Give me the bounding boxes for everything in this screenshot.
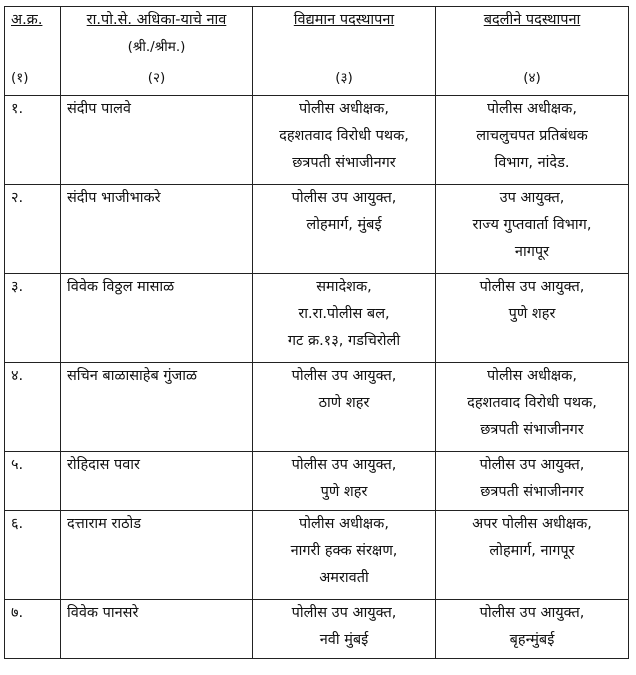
current-posting-line: दहशतवाद विरोधी पथक, <box>279 128 409 144</box>
table-row <box>5 185 629 274</box>
officer-name-cell: संदीप पालवे <box>61 96 253 185</box>
transfer-posting-line: छत्रपती संभाजीनगर <box>480 422 584 438</box>
header-officer-name <box>61 7 253 96</box>
current-posting-cell <box>253 600 436 659</box>
serial-cell: ३. <box>5 274 61 363</box>
current-posting-line: पुणे शहर <box>320 484 368 500</box>
current-posting-cell <box>253 96 436 185</box>
serial-cell: १. <box>5 96 61 185</box>
header-serial <box>5 7 61 96</box>
transfer-posting-cell <box>436 274 629 363</box>
officer-transfer-table <box>4 6 629 659</box>
officer-name-cell: रोहिदास पवार <box>61 452 253 511</box>
header-transfer-posting-number: (४) <box>523 70 541 86</box>
current-posting-line: पोलीस अधीक्षक, <box>299 516 389 532</box>
officer-name-cell: सचिन बाळासाहेब गुंजाळ <box>61 363 253 452</box>
transfer-posting-line: पोलीस उप आयुक्त, <box>479 279 585 295</box>
current-posting-cell <box>253 274 436 363</box>
current-posting-line: पोलीस उप आयुक्त, <box>291 368 397 384</box>
current-posting-line: गट क्र.१३, गडचिरोली <box>287 333 401 349</box>
serial-cell: ७. <box>5 600 61 659</box>
transfer-posting-line: अपर पोलीस अधीक्षक, <box>472 516 592 532</box>
current-posting-line: अमरावती <box>319 570 369 586</box>
serial-cell: ५. <box>5 452 61 511</box>
table-row <box>5 600 629 659</box>
transfer-posting-cell <box>436 185 629 274</box>
table-row <box>5 96 629 185</box>
header-serial-label: अ.क्र. <box>11 12 43 28</box>
current-posting-line: पोलीस अधीक्षक, <box>299 101 389 117</box>
transfer-posting-line: पोलीस उप आयुक्त, <box>479 457 585 473</box>
header-row <box>5 7 629 96</box>
transfer-posting-line: पुणे शहर <box>508 306 556 322</box>
transfer-posting-line: लाचलुचपत प्रतिबंधक <box>476 128 588 144</box>
current-posting-line: पोलीस उप आयुक्त, <box>291 605 397 621</box>
header-officer-name-label: रा.पो.से. अधिका-याचे नाव <box>86 12 227 28</box>
current-posting-line: ठाणे शहर <box>318 395 370 411</box>
header-current-posting-label: विद्यमान पदस्थापना <box>293 12 395 28</box>
header-officer-name-sub: (श्री./श्रीम.) <box>127 39 186 55</box>
current-posting-line: समादेशक, <box>316 279 372 295</box>
officer-name-cell: संदीप भाजीभाकरे <box>61 185 253 274</box>
header-serial-number: (१) <box>11 70 29 86</box>
current-posting-line: नागरी हक्क संरक्षण, <box>290 543 398 559</box>
transfer-posting-cell <box>436 363 629 452</box>
current-posting-line: नवी मुंबई <box>319 632 369 648</box>
officer-name-cell: विवेक विठ्ठल मासाळ <box>61 274 253 363</box>
current-posting-line: पोलीस उप आयुक्त, <box>291 457 397 473</box>
current-posting-line: लोहमार्ग, मुंबई <box>306 217 382 233</box>
transfer-posting-line: पोलीस अधीक्षक, <box>487 101 577 117</box>
header-current-posting <box>253 7 436 96</box>
header-transfer-posting-label: बदलीने पदस्थापना <box>483 12 581 28</box>
table-row <box>5 363 629 452</box>
serial-cell: ४. <box>5 363 61 452</box>
transfer-posting-line: उप आयुक्त, <box>499 190 565 206</box>
transfer-posting-line: विभाग, नांदेड. <box>494 155 570 171</box>
officer-name-cell: दत्ताराम राठोड <box>61 511 253 600</box>
serial-cell: २. <box>5 185 61 274</box>
header-officer-name-number: (२) <box>147 70 166 86</box>
transfer-posting-cell <box>436 96 629 185</box>
header-current-posting-number: (३) <box>335 70 353 86</box>
current-posting-cell <box>253 363 436 452</box>
transfer-posting-line: पोलीस उप आयुक्त, <box>479 605 585 621</box>
transfer-posting-line: लोहमार्ग, नागपूर <box>489 543 575 559</box>
transfer-posting-line: छत्रपती संभाजीनगर <box>480 484 584 500</box>
serial-cell: ६. <box>5 511 61 600</box>
transfer-posting-line: राज्य गुप्तवार्ता विभाग, <box>472 217 592 233</box>
current-posting-cell <box>253 185 436 274</box>
current-posting-cell <box>253 511 436 600</box>
transfer-posting-line: पोलीस अधीक्षक, <box>487 368 577 384</box>
current-posting-line: पोलीस उप आयुक्त, <box>291 190 397 206</box>
header-transfer-posting <box>436 7 629 96</box>
transfer-posting-line: दहशतवाद विरोधी पथक, <box>467 395 597 411</box>
table-row <box>5 274 629 363</box>
transfer-posting-line: नागपूर <box>514 244 550 260</box>
transfer-posting-cell <box>436 600 629 659</box>
transfer-posting-line: बृहन्मुंबई <box>509 632 555 648</box>
table-row <box>5 511 629 600</box>
current-posting-cell <box>253 452 436 511</box>
officer-name-cell: विवेक पानसरे <box>61 600 253 659</box>
transfer-posting-cell <box>436 452 629 511</box>
current-posting-line: छत्रपती संभाजीनगर <box>292 155 396 171</box>
transfer-posting-cell <box>436 511 629 600</box>
current-posting-line: रा.रा.पोलीस बल, <box>298 306 390 322</box>
table-row <box>5 452 629 511</box>
